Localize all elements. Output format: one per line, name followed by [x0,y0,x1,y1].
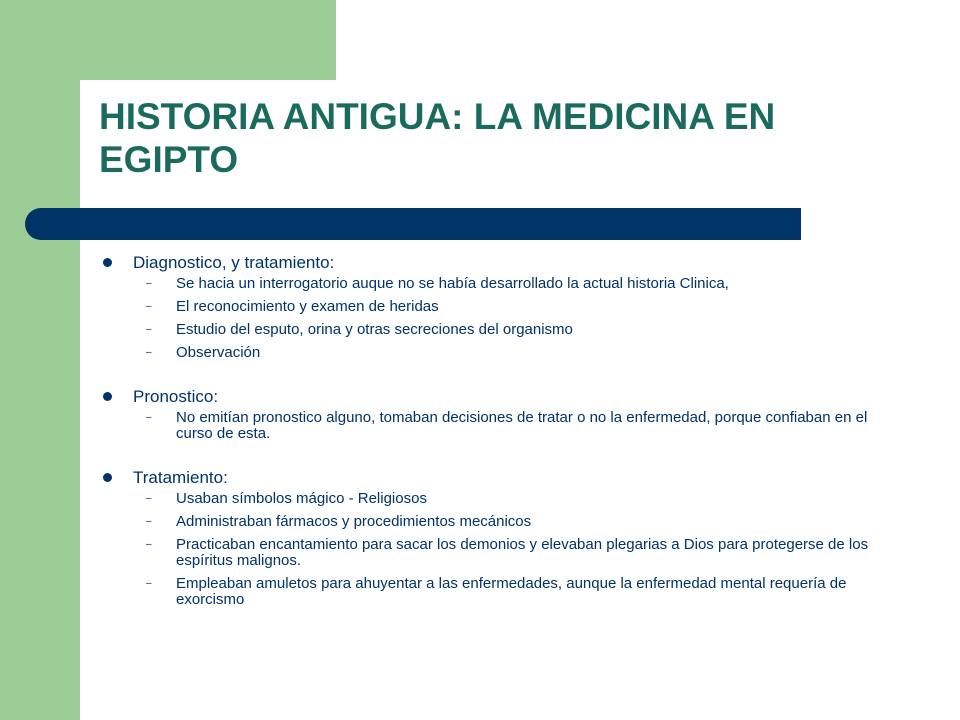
section-heading-text: Tratamiento: [133,468,228,487]
section-heading [100,252,900,273]
sub-bullet-item [146,514,900,530]
sub-bullet-text: Se hacia un interrogatorio auque no se había desarrollado la actual historia Clinica, [176,275,729,292]
dash-icon: – [146,493,152,504]
dash-icon: – [146,347,152,358]
sub-bullet-text: Practicaban encantamiento para sacar los demonios y elevaban plegarias a Dios para protegerse de los espíritus malignos. [176,536,869,569]
sub-bullet-text: Observación [176,344,261,361]
title-underline-bar [25,208,801,240]
bullet-dot-icon [103,258,112,267]
section-diagnostico [100,252,900,361]
sub-bullet-item [146,322,900,338]
section-tratamiento [100,467,900,608]
sub-bullet-item [146,276,900,292]
sub-bullet-text: Usaban símbolos mágico - Religiosos [176,490,427,507]
section-heading-text: Pronostico: [133,387,219,406]
sub-bullet-item [146,410,900,442]
dash-icon: – [146,539,152,550]
dash-icon: – [146,278,152,289]
dash-icon: – [146,412,152,423]
slide-content [100,252,900,615]
sub-bullet-item [146,345,900,361]
sub-bullet-item [146,299,900,315]
green-sidebar-band [0,0,80,720]
sub-bullet-text: Estudio del esputo, orina y otras secreciones del organismo [176,321,573,338]
dash-icon: – [146,578,152,589]
dash-icon: – [146,516,152,527]
sub-bullet-list [100,491,900,608]
bullet-dot-icon [103,473,112,482]
sub-bullet-item [146,537,900,569]
section-heading [100,467,900,488]
section-heading [100,386,900,407]
sub-bullet-list [100,410,900,442]
sub-bullet-text: Administraban fármacos y procedimientos mecánicos [176,513,532,530]
dash-icon: – [146,301,152,312]
sub-bullet-text: No emitían pronostico alguno, tomaban decisiones de tratar o no la enfermedad, porque confiaban en el curso de esta. [176,409,868,442]
sub-bullet-item [146,491,900,507]
sub-bullet-text: Empleaban amuletos para ahuyentar a las enfermedades, aunque la enfermedad mental requería de exorcismo [176,575,847,608]
section-heading-text: Diagnostico, y tratamiento: [133,253,335,272]
sub-bullet-list [100,276,900,361]
section-pronostico [100,386,900,442]
sub-bullet-item [146,576,900,608]
slide-title: HISTORIA ANTIGUA: LA MEDICINA EN EGIPTO [99,96,776,180]
bullet-dot-icon [103,392,112,401]
green-top-band [80,0,336,80]
dash-icon: – [146,324,152,335]
sub-bullet-text: El reconocimiento y examen de heridas [176,298,439,315]
